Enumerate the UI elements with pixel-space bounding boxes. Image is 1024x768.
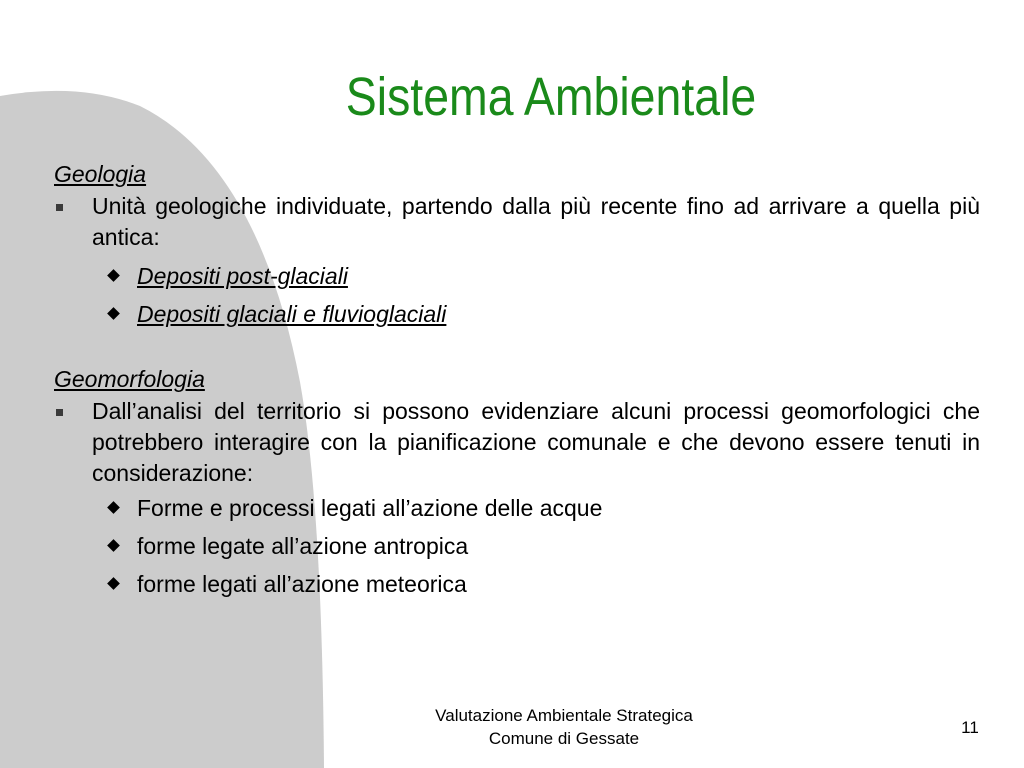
subitem-depositi-post-glaciali[interactable] <box>54 257 980 295</box>
bullet-geomorfologia <box>54 396 980 489</box>
square-bullet-icon <box>56 204 63 211</box>
subitem-text: forme legati all’azione meteorica <box>137 571 467 597</box>
bullet-text: Unità geologiche individuate, partendo dalla più recente fino ad arrivare a quella più antica: <box>92 193 980 250</box>
subitem-link-text[interactable]: Depositi post-glaciali <box>137 263 348 289</box>
diamond-bullet-icon <box>107 307 120 320</box>
subitem-text: forme legate all’azione antropica <box>137 533 469 559</box>
diamond-bullet-icon <box>107 577 120 590</box>
subitem-text: Forme e processi legati all’azione delle acque <box>137 495 603 521</box>
subitem-forme-acque <box>54 489 980 527</box>
bullet-geologia <box>54 191 980 253</box>
section-heading-geomorfologia: Geomorfologia <box>54 366 205 392</box>
page-number: 11 <box>961 718 979 737</box>
subitem-depositi-glaciali[interactable] <box>54 295 980 333</box>
slide-body <box>54 158 980 603</box>
footer-line-1: Valutazione Ambientale Strategica <box>435 706 693 725</box>
diamond-bullet-icon <box>107 539 120 552</box>
square-bullet-icon <box>56 409 63 416</box>
section-heading-geologia: Geologia <box>54 161 147 187</box>
diamond-bullet-icon <box>107 501 120 514</box>
subitem-link-text[interactable]: Depositi glaciali e fluvioglaciali <box>137 301 447 327</box>
bullet-text: Dall’analisi del territorio si possono evidenziare alcuni processi geomorfologici che potrebbero interagire con la pianificazione comunale e che devono essere tenuti in considerazione: <box>92 398 980 486</box>
slide-title: Sistema Ambientale <box>345 67 757 127</box>
footer-line-2: Comune di Gessate <box>488 729 640 748</box>
subitem-forme-meteorica <box>54 565 980 603</box>
slide-footer <box>360 704 768 750</box>
subitem-forme-antropica <box>54 527 980 565</box>
diamond-bullet-icon <box>107 269 120 282</box>
